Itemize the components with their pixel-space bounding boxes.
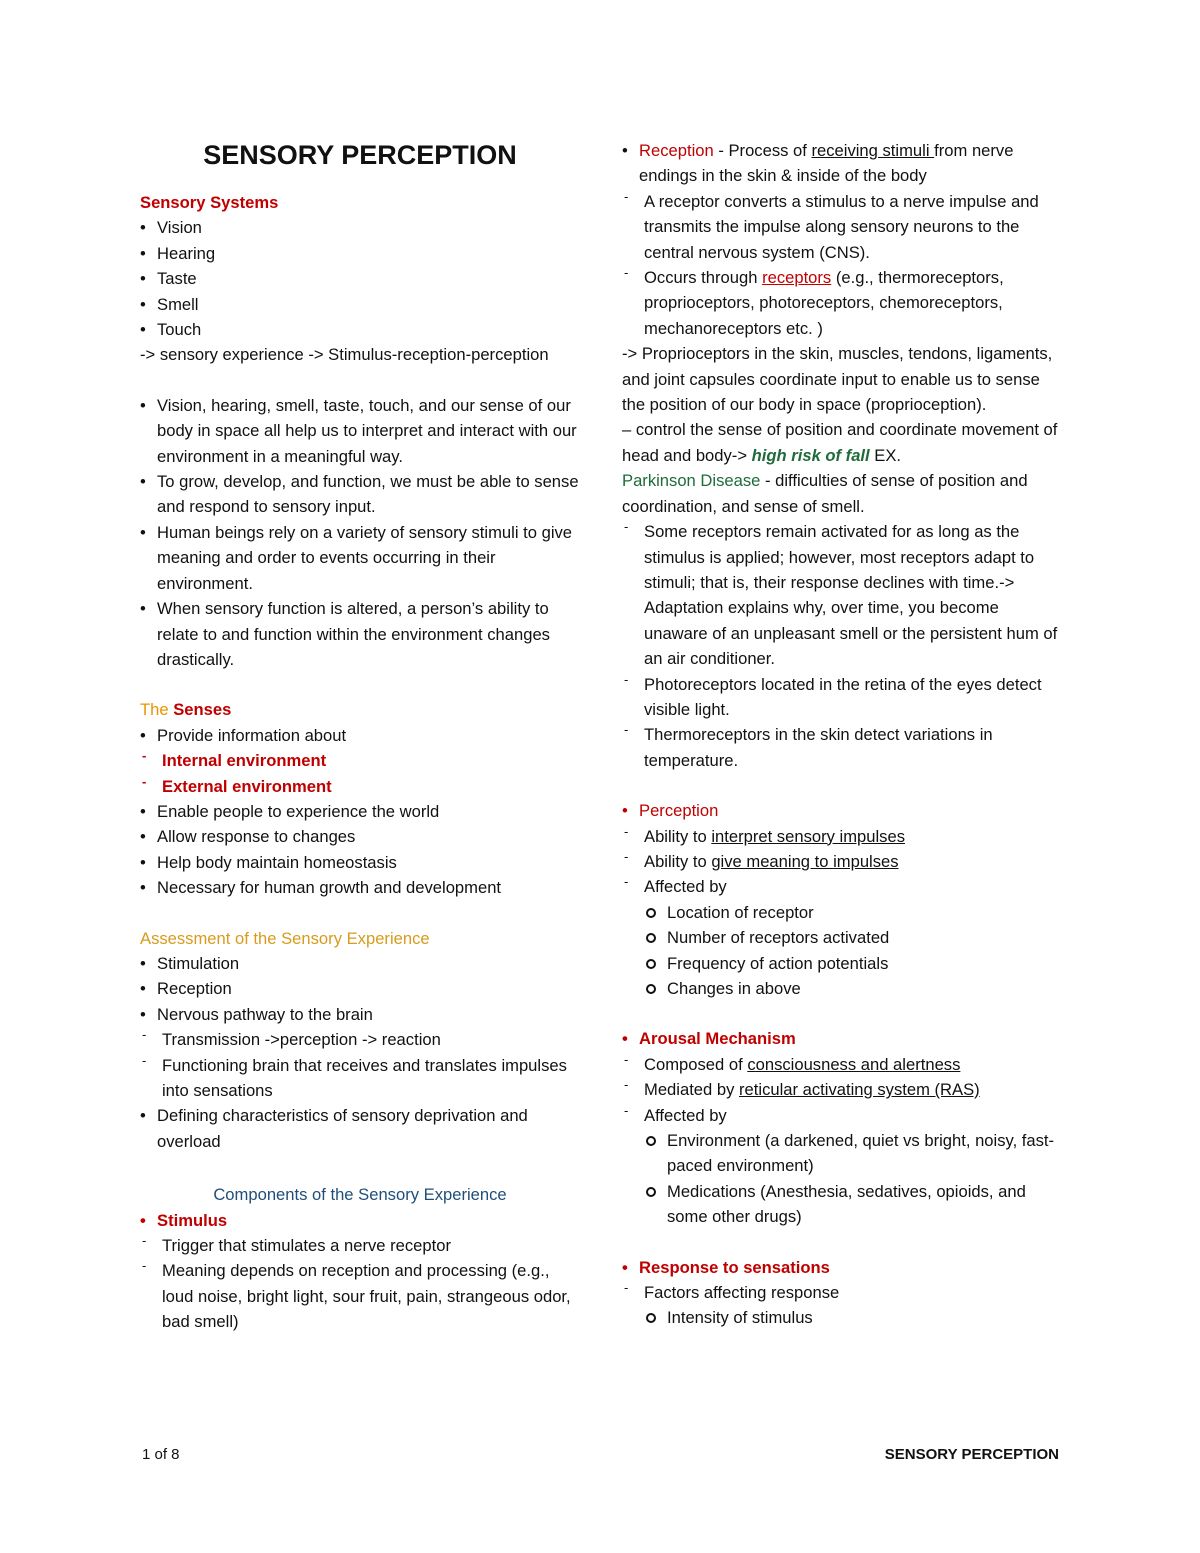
sensory-system-item: • Taste — [140, 266, 585, 291]
senses-provide: • Provide information about — [140, 723, 585, 748]
senses-item: • Enable people to experience the world — [140, 799, 585, 824]
control-post: EX. — [869, 445, 902, 465]
left-column — [140, 138, 585, 1335]
perception-ability — [622, 849, 1067, 874]
assessment-subitem: - Functioning brain that receives and translates impulses into sensations — [140, 1053, 585, 1104]
composed-underline: consciousness and alertness — [747, 1054, 961, 1074]
assessment-heading: Assessment of the Sensory Experience — [140, 928, 430, 948]
proprioceptors-text: -> Proprioceptors in the skin, muscles, tendons, ligaments, and joint capsules coordinate input to enable us to sense the position of our body in space (proprioception). — [622, 344, 1053, 415]
assessment-item: • Nervous pathway to the brain — [140, 1002, 585, 1027]
senses-internal: - Internal environment — [140, 748, 585, 773]
occurs-pre: Occurs through — [644, 268, 763, 288]
arousal-mediated — [622, 1077, 1067, 1102]
reception-subitem: - Photoreceptors located in the retina of the eyes detect visible light. — [622, 672, 1067, 723]
sensory-system-item: • Smell — [140, 292, 585, 317]
stimulus-item: - Trigger that stimulates a nerve receptor — [140, 1233, 585, 1258]
perception-label: • Perception — [622, 798, 1067, 823]
perception-factor: Frequency of action potentials — [622, 951, 1067, 976]
sensory-systems-heading: Sensory Systems — [140, 193, 279, 212]
sensory-system-item: • Touch — [140, 317, 585, 342]
perception-factor: Location of receptor — [622, 900, 1067, 925]
intro-point: • Human beings rely on a variety of sensory stimuli to give meaning and order to events occurring in their environment. — [140, 520, 585, 596]
intro-point: • When sensory function is altered, a person’s ability to relate to and function within the environment changes drastically. — [140, 596, 585, 672]
mediated-underline: reticular activating system (RAS) — [739, 1080, 980, 1100]
ability2-underline: give meaning to impulses — [711, 851, 899, 871]
response-factors: - Factors affecting response — [622, 1280, 1067, 1305]
parkinson-label: Parkinson Disease — [622, 471, 761, 491]
reception-subitem: - Thermoreceptors in the skin detect variations in temperature. — [622, 722, 1067, 773]
response-factor: Intensity of stimulus — [622, 1305, 1067, 1330]
senses-heading-word: Senses — [173, 700, 232, 720]
sensory-system-item: • Hearing — [140, 241, 585, 266]
assessment-item: • Stimulation — [140, 951, 585, 976]
ability1-pre: Ability to — [644, 826, 712, 846]
components-heading: Components of the Sensory Experience — [213, 1185, 507, 1205]
receptors-link: receptors — [762, 268, 832, 288]
perception-factor: Number of receptors activated — [622, 925, 1067, 950]
reception-bullet — [622, 138, 1067, 189]
reception-subitem: - Some receptors remain activated for as long as the stimulus is applied; however, most receptors adapt to stimuli; that is, their response declines with time.-> Adaptation explains why, over time, you become unaware of an unpleasant smell or the persistent hum of an air conditioner. — [622, 519, 1067, 671]
arousal-label: • Arousal Mechanism — [622, 1026, 1067, 1051]
right-column — [622, 138, 1067, 1331]
composed-pre: Composed of — [644, 1054, 748, 1074]
senses-item: • Necessary for human growth and development — [140, 875, 585, 900]
intro-point: • To grow, develop, and function, we must be able to sense and respond to sensory input. — [140, 469, 585, 520]
intro-point: • Vision, hearing, smell, taste, touch, and our sense of our body in space all help us to interpret and interact with our environment in a meaningful way. — [140, 393, 585, 469]
footer-title: SENSORY PERCEPTION — [884, 1446, 1059, 1463]
arousal-composed — [622, 1052, 1067, 1077]
senses-item: • Allow response to changes — [140, 824, 585, 849]
parkinson-desc: - difficulties of sense of position and coordination, and sense of smell. — [622, 471, 1028, 516]
control-text — [622, 417, 1067, 468]
reception-converts: - A receptor converts a stimulus to a nerve impulse and transmits the impulse along sensory neurons to the central nervous system (CNS). — [622, 189, 1067, 265]
arousal-affected: - Affected by — [622, 1103, 1067, 1128]
page-number: 1 of 8 — [142, 1446, 180, 1463]
ability2-pre: Ability to — [644, 851, 712, 871]
perception-ability — [622, 824, 1067, 849]
assessment-item: • Reception — [140, 976, 585, 1001]
assessment-subitem: - Transmission ->perception -> reaction — [140, 1027, 585, 1052]
reception-desc-underline: receiving stimuli — [811, 141, 935, 160]
response-label: • Response to sensations — [622, 1255, 1067, 1280]
senses-heading — [140, 697, 585, 722]
perception-factor: Changes in above — [622, 976, 1067, 1001]
reception-desc-pre: - Process of — [713, 141, 812, 160]
mediated-pre: Mediated by — [644, 1080, 740, 1100]
perception-affected: - Affected by — [622, 874, 1067, 899]
high-risk-of-fall: high risk of fall — [751, 445, 870, 465]
arousal-factor: Medications (Anesthesia, sedatives, opioids, and some other drugs) — [622, 1179, 1067, 1230]
parkinson-text — [622, 468, 1067, 519]
stimulus-item: - Meaning depends on reception and processing (e.g., loud noise, bright light, sour fruit, pain, strangeous odor, bad smell) — [140, 1258, 585, 1334]
arousal-factor: Environment (a darkened, quiet vs bright, noisy, fast-paced environment) — [622, 1128, 1067, 1179]
occurs-post: (e.g., thermoreceptors, proprioceptors, photoreceptors, chemoreceptors, mechanoreceptors etc. ) — [644, 268, 1004, 338]
reception-label: Reception — [639, 141, 714, 160]
stimulus-label: • Stimulus — [140, 1208, 585, 1233]
reception-occurs — [622, 265, 1067, 341]
ability1-underline: interpret sensory impulses — [711, 826, 906, 846]
sensory-flow-text: -> sensory experience -> Stimulus-reception-perception — [140, 345, 549, 365]
document-title: SENSORY PERCEPTION — [203, 140, 517, 170]
control-pre: – control the sense of position and coordinate movement of head and body-> — [622, 420, 1058, 465]
senses-external: - External environment — [140, 774, 585, 799]
senses-item: • Help body maintain homeostasis — [140, 850, 585, 875]
sensory-system-item: • Vision — [140, 215, 585, 240]
reception-desc-post: from nerve endings in the skin & inside of the body — [639, 141, 1014, 186]
senses-heading-the: The — [140, 700, 169, 720]
assessment-defining: • Defining characteristics of sensory deprivation and overload — [140, 1103, 585, 1154]
